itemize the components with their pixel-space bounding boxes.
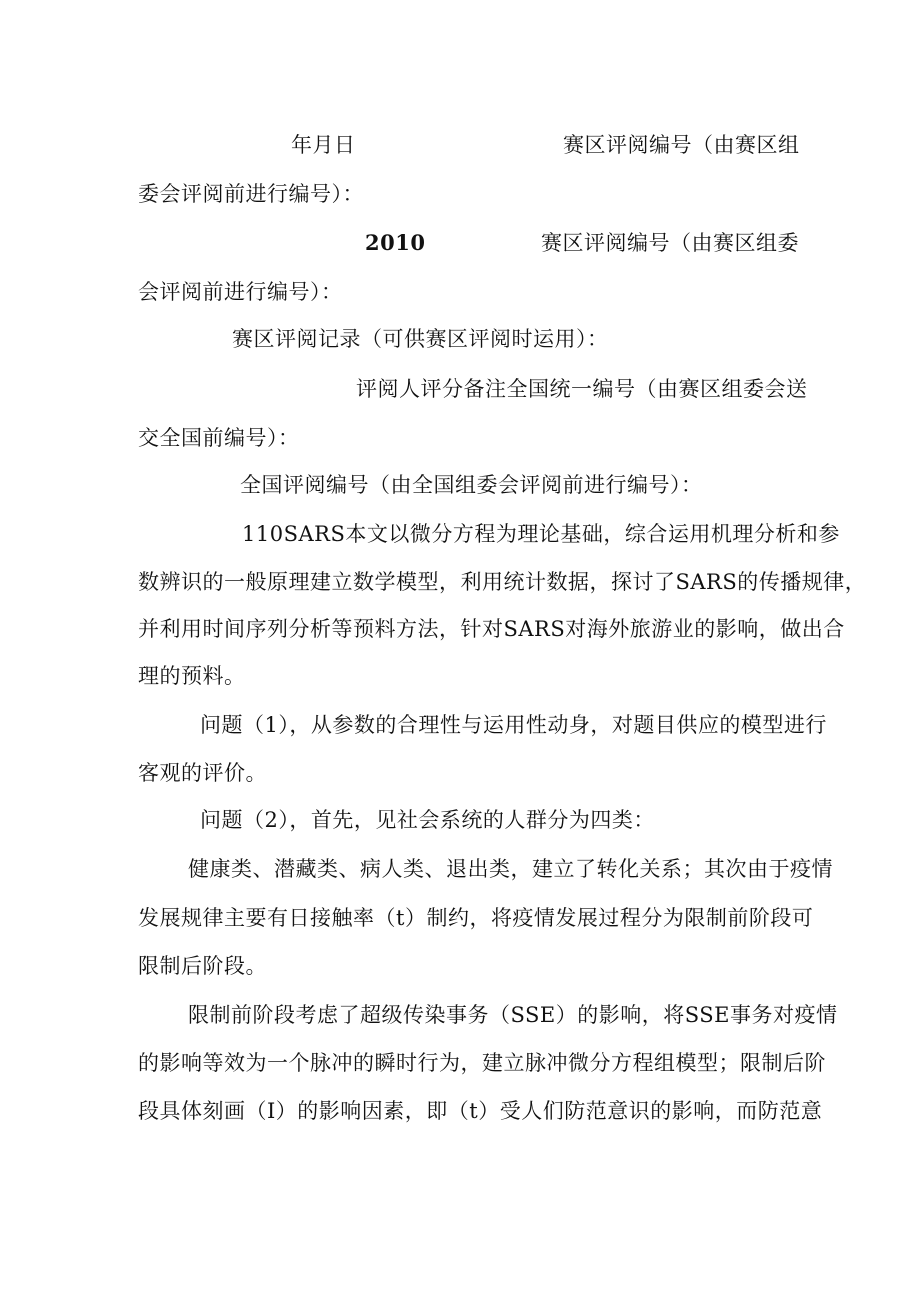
review-id-label: 赛区评阅编号（由赛区组 [563,133,800,157]
review-record-title: 赛区评阅记录（可供赛区评阅时运用）： [232,327,609,351]
national-id-label-cont: 交全国前编号）： [138,426,300,450]
population-paragraph-line: 限制后阶段。 [138,954,267,978]
control-phase-paragraph: 限制前阶段考虑了超级传染事务（SSE）的影响，将SSE事务对疫情 [188,1003,838,1027]
population-paragraph-line: 发展规律主要有日接触率（t）制约，将疫情发展过程分为限制前阶段可 [138,906,814,930]
national-review-id: 全国评阅编号（由全国组委会评阅前进行编号）： [240,473,703,497]
abstract-paragraph-1-line: 数辨识的一般原理建立数学模型，利用统计数据，探讨了SARS的传播规律， [138,570,867,594]
control-phase-paragraph-line: 段具体刻画（I）的影响因素，即（t）受人们防范意识的影响，而防范意 [138,1099,823,1123]
control-phase-paragraph-line: 的影响等效为一个脉冲的瞬时行为，建立脉冲微分方程组模型；限制后阶 [138,1051,826,1075]
question-1-paragraph-line: 客观的评价。 [138,761,267,785]
review-id-label-cont: 委会评阅前进行编号）： [138,182,364,206]
date-label: 年月日 [291,133,356,157]
abstract-paragraph-1: 110SARS本文以微分方程为理论基础，综合运用机理分析和参 [242,522,840,546]
population-paragraph: 健康类、潜藏类、病人类、退出类，建立了转化关系；其次由于疫情 [188,857,833,881]
year-label: 2010 [365,230,426,255]
abstract-paragraph-1-line: 理的预料。 [138,664,246,688]
question-2-paragraph: 问题（2），首先，见社会系统的人群分为四类： [200,808,655,832]
question-1-paragraph: 问题（1），从参数的合理性与运用性动身，对题目供应的模型进行 [200,713,827,737]
review-id-label-2-cont: 会评阅前进行编号）： [138,280,343,304]
national-id-label: 评阅人评分备注全国统一编号（由赛区组委会送 [356,377,808,401]
abstract-paragraph-1-line: 并利用时间序列分析等预料方法，针对SARS对海外旅游业的影响，做出合 [138,617,845,641]
review-id-label-2: 赛区评阅编号（由赛区组委 [541,231,799,255]
